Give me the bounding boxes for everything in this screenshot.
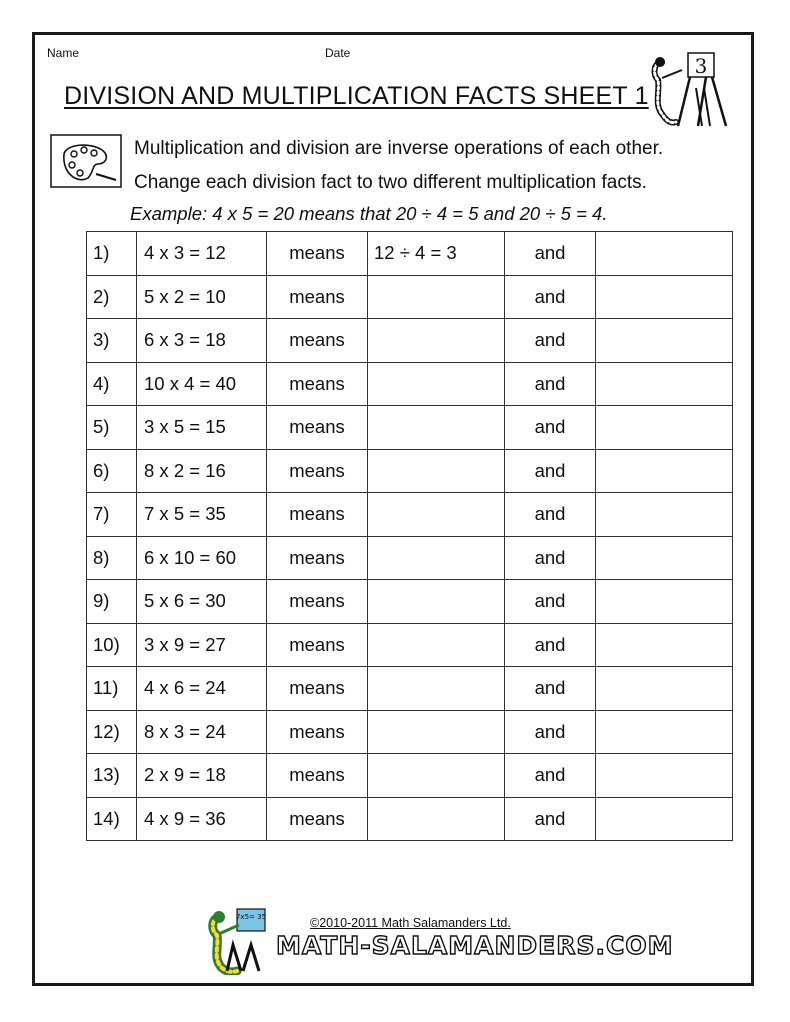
and-label: and <box>505 493 596 537</box>
table-row <box>87 362 733 406</box>
means-label: means <box>267 754 368 798</box>
row-number: 10) <box>87 623 137 667</box>
row-number: 9) <box>87 580 137 624</box>
division-answer-2[interactable] <box>596 275 733 319</box>
division-answer-1[interactable] <box>368 580 505 624</box>
division-answer-2[interactable] <box>596 449 733 493</box>
example-text: Example: 4 x 5 = 20 means that 20 ÷ 4 = 5 and 20 ÷ 5 = 4. <box>130 203 608 224</box>
means-label: means <box>267 232 368 276</box>
copyright-text: ©2010-2011 Math Salamanders Ltd. <box>310 916 511 930</box>
multiplication-fact: 3 x 9 = 27 <box>137 623 267 667</box>
instruction-line-2: Change each division fact to two different multiplication facts. <box>134 172 647 193</box>
brand-link[interactable]: MATH-SALAMANDERS.COM <box>276 931 674 960</box>
multiplication-fact: 10 x 4 = 40 <box>137 362 267 406</box>
means-label: means <box>267 406 368 450</box>
division-answer-2[interactable] <box>596 406 733 450</box>
multiplication-fact: 8 x 2 = 16 <box>137 449 267 493</box>
and-label: and <box>505 449 596 493</box>
multiplication-fact: 3 x 5 = 15 <box>137 406 267 450</box>
division-answer-2[interactable] <box>596 754 733 798</box>
division-answer-1[interactable] <box>368 667 505 711</box>
division-answer-2[interactable] <box>596 623 733 667</box>
division-answer-1[interactable] <box>368 536 505 580</box>
row-number: 7) <box>87 493 137 537</box>
means-label: means <box>267 623 368 667</box>
multiplication-fact: 4 x 3 = 12 <box>137 232 267 276</box>
grade-digit: 3 <box>694 54 708 78</box>
multiplication-fact: 2 x 9 = 18 <box>137 754 267 798</box>
and-label: and <box>505 797 596 841</box>
table-row <box>87 449 733 493</box>
division-answer-2[interactable] <box>596 232 733 276</box>
multiplication-fact: 8 x 3 = 24 <box>137 710 267 754</box>
logo-board-text: 7x5= 35 <box>235 913 267 921</box>
row-number: 2) <box>87 275 137 319</box>
division-answer-2[interactable] <box>596 536 733 580</box>
division-answer-1[interactable] <box>368 362 505 406</box>
row-number: 6) <box>87 449 137 493</box>
multiplication-fact: 6 x 10 = 60 <box>137 536 267 580</box>
means-label: means <box>267 580 368 624</box>
division-answer-1[interactable] <box>368 406 505 450</box>
and-label: and <box>505 232 596 276</box>
division-answer-2[interactable] <box>596 319 733 363</box>
division-answer-1[interactable] <box>368 710 505 754</box>
division-answer-1[interactable] <box>368 493 505 537</box>
multiplication-fact: 6 x 3 = 18 <box>137 319 267 363</box>
and-label: and <box>505 580 596 624</box>
means-label: means <box>267 667 368 711</box>
table-row <box>87 623 733 667</box>
means-label: means <box>267 275 368 319</box>
means-label: means <box>267 319 368 363</box>
row-number: 13) <box>87 754 137 798</box>
means-label: means <box>267 449 368 493</box>
page-title: DIVISION AND MULTIPLICATION FACTS SHEET 1 <box>64 82 649 110</box>
division-answer-2[interactable] <box>596 710 733 754</box>
division-answer-2[interactable] <box>596 667 733 711</box>
table-row <box>87 710 733 754</box>
table-row <box>87 667 733 711</box>
table-row <box>87 493 733 537</box>
division-answer-1[interactable]: 12 ÷ 4 = 3 <box>368 232 505 276</box>
row-number: 5) <box>87 406 137 450</box>
row-number: 14) <box>87 797 137 841</box>
and-label: and <box>505 623 596 667</box>
table-row <box>87 406 733 450</box>
division-answer-1[interactable] <box>368 449 505 493</box>
and-label: and <box>505 362 596 406</box>
instruction-line-1: Multiplication and division are inverse operations of each other. <box>134 138 664 159</box>
paint-palette-icon <box>50 134 122 188</box>
multiplication-fact: 5 x 6 = 30 <box>137 580 267 624</box>
and-label: and <box>505 667 596 711</box>
table-row <box>87 232 733 276</box>
means-label: means <box>267 797 368 841</box>
facts-table <box>86 231 733 841</box>
division-answer-2[interactable] <box>596 493 733 537</box>
table-row <box>87 536 733 580</box>
table-row <box>87 580 733 624</box>
means-label: means <box>267 710 368 754</box>
division-answer-2[interactable] <box>596 797 733 841</box>
table-row <box>87 797 733 841</box>
row-number: 8) <box>87 536 137 580</box>
multiplication-fact: 4 x 6 = 24 <box>137 667 267 711</box>
division-answer-1[interactable] <box>368 319 505 363</box>
row-number: 11) <box>87 667 137 711</box>
division-answer-1[interactable] <box>368 275 505 319</box>
and-label: and <box>505 710 596 754</box>
multiplication-fact: 7 x 5 = 35 <box>137 493 267 537</box>
and-label: and <box>505 406 596 450</box>
table-row <box>87 754 733 798</box>
salamander-easel-icon <box>640 48 740 128</box>
means-label: means <box>267 362 368 406</box>
division-answer-2[interactable] <box>596 362 733 406</box>
row-number: 4) <box>87 362 137 406</box>
name-label: Name <box>47 46 80 60</box>
and-label: and <box>505 275 596 319</box>
table-row <box>87 275 733 319</box>
means-label: means <box>267 493 368 537</box>
table-row <box>87 319 733 363</box>
salamander-logo-icon <box>207 905 275 975</box>
row-number: 1) <box>87 232 137 276</box>
and-label: and <box>505 319 596 363</box>
means-label: means <box>267 536 368 580</box>
division-answer-2[interactable] <box>596 580 733 624</box>
and-label: and <box>505 754 596 798</box>
division-answer-1[interactable] <box>368 623 505 667</box>
multiplication-fact: 5 x 2 = 10 <box>137 275 267 319</box>
row-number: 12) <box>87 710 137 754</box>
and-label: and <box>505 536 596 580</box>
date-label: Date <box>325 46 351 60</box>
division-answer-1[interactable] <box>368 797 505 841</box>
division-answer-1[interactable] <box>368 754 505 798</box>
row-number: 3) <box>87 319 137 363</box>
multiplication-fact: 4 x 9 = 36 <box>137 797 267 841</box>
